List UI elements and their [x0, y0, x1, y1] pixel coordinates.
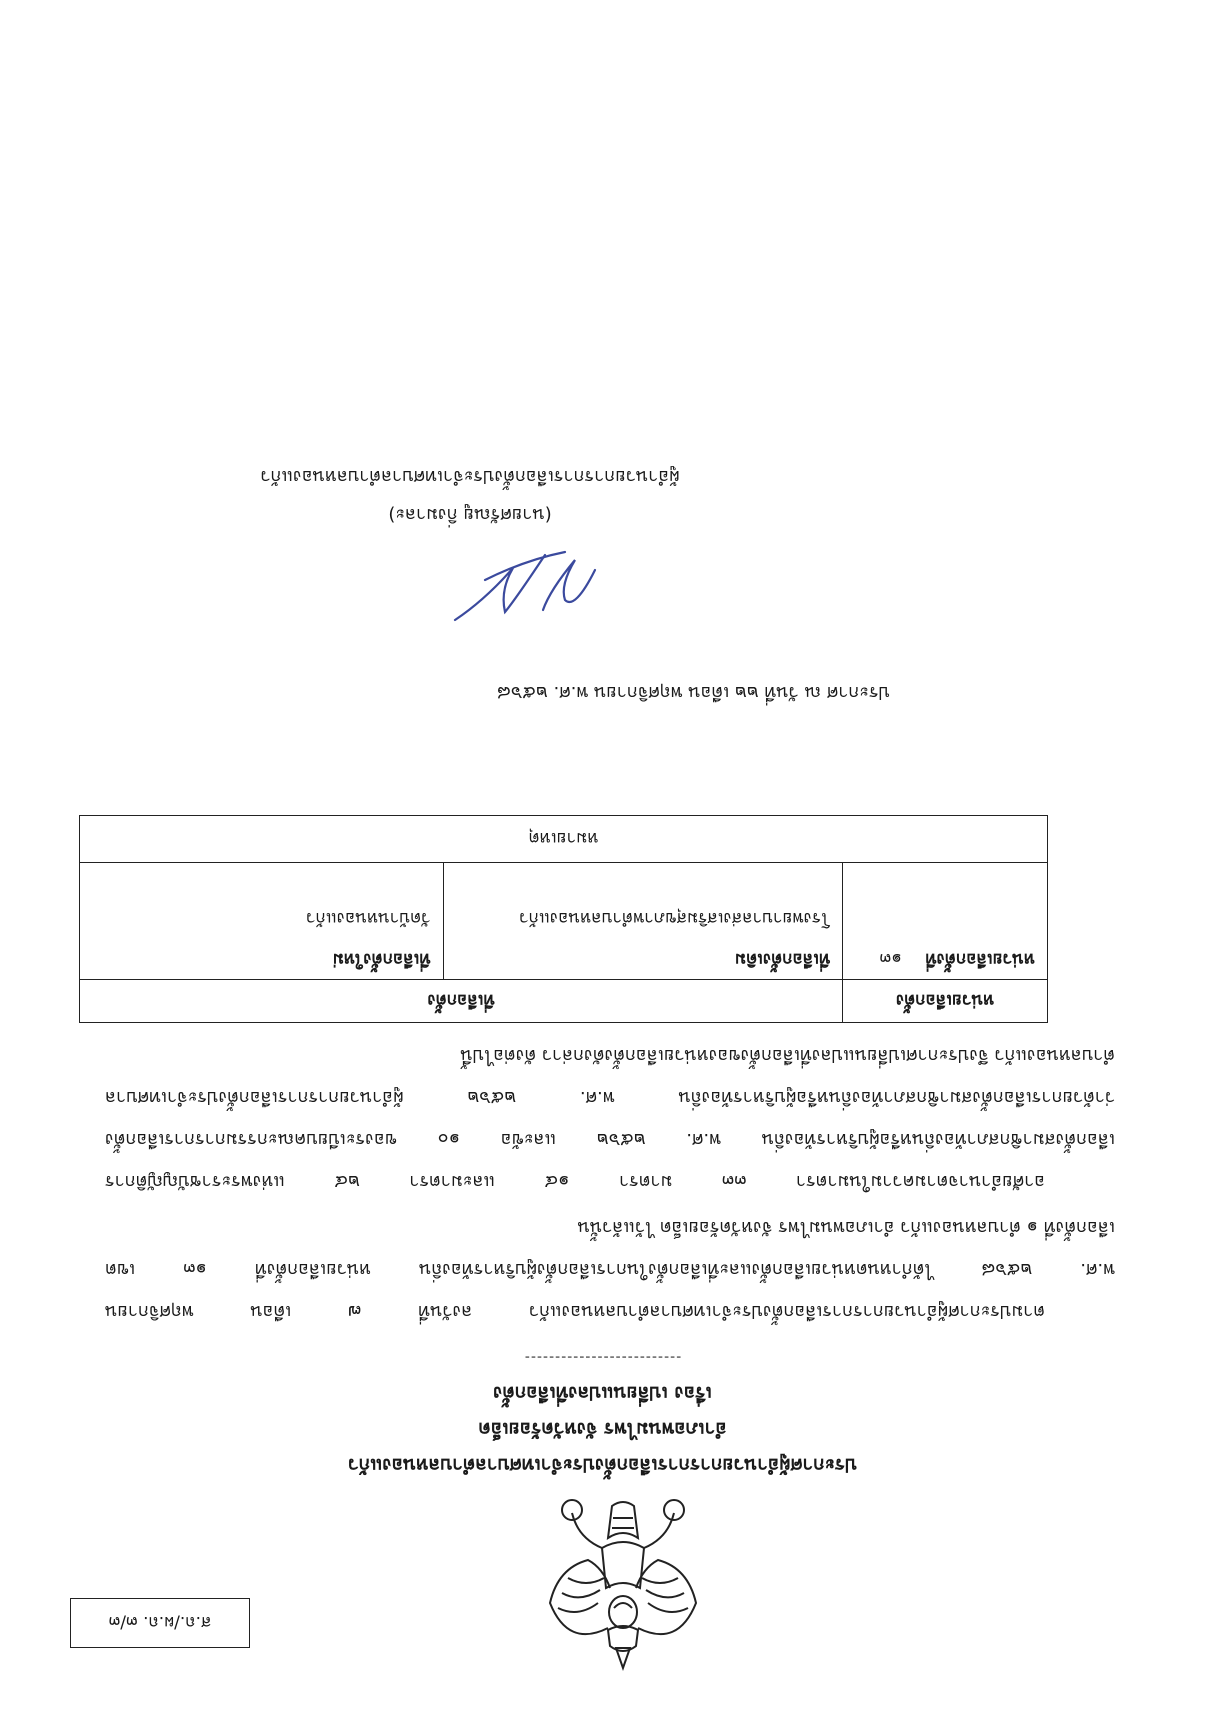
- signature-icon: [435, 540, 605, 630]
- paragraph-2-line: ตำบลหนองแก้ว จึงประกาศเปลี่ยนแปลงที่เลือกตั้งของหน่วยเลือกตั้งดังกล่าว ดังต่อไปนี้: [460, 1045, 1115, 1066]
- table-row: [80, 863, 1048, 980]
- unit-cell: [843, 863, 1048, 980]
- new-place-value: วัดบ้านหนองแก้ว: [305, 908, 431, 928]
- paragraph-1-line: เลือกตั้งที่ ๑ ตำบลหนองแก้ว อำเภอพนมไพร จังหวัดร้อยเอ็ด ไว้แล้วนั้น: [577, 1217, 1115, 1238]
- new-place-cell: [80, 863, 444, 980]
- new-place-label: ที่เลือกตั้งใหม่: [332, 949, 431, 969]
- paragraph-2-line: ว่าด้วยการเลือกตั้งสมาชิกสภาท้องถิ่นหรือผู้บริหารท้องถิ่น พ.ศ. ๒๕๖๒ ผู้อำนวยการการเลือกตั้งประจำเทศบาล: [105, 1087, 1115, 1108]
- table-header-row: [80, 980, 1048, 1023]
- polling-place-change-table: [79, 815, 1048, 1023]
- table-remark-row: [80, 816, 1048, 863]
- unit-label: หน่วยเลือกตั้งที่: [925, 949, 1035, 969]
- header-unit: หน่วยเลือกตั้ง: [843, 980, 1048, 1023]
- signer-position: ผู้อำนวยการการเลือกตั้งประจำเทศบาลตำบลหนองแก้ว: [260, 466, 680, 487]
- title-divider: --------------------------: [523, 1349, 682, 1365]
- old-place-value: โรงพยาบาลส่งเสริมสุขภาพตำบลหนองแก้ว: [519, 908, 831, 928]
- remark-cell: หมายเหตุ: [80, 816, 1048, 863]
- announcement-subject: เรื่อง เปลี่ยนแปลงที่เลือกตั้ง: [493, 1382, 712, 1404]
- announcement-title: ประกาศผู้อำนวยการการเลือกตั้งประจำเทศบาลตำบลหนองแก้ว: [347, 1454, 858, 1476]
- header-place: ที่เลือกตั้ง: [80, 980, 843, 1023]
- unit-number: ๑๓: [879, 949, 902, 969]
- form-code: ส.ถ./ผ.ถ. ๓/๓: [108, 1612, 212, 1633]
- signer-name: (นายศรัณยู กิ่งมาละ): [388, 504, 552, 525]
- paragraph-1-line: ตามประกาศผู้อำนวยการการเลือกตั้งประจำเทศบาลตำบลหนองแก้ว ลงวันที่ ๗ เดือน พฤศจิกายน: [105, 1301, 1045, 1322]
- old-place-cell: [443, 863, 843, 980]
- paragraph-1-line: พ.ศ. ๒๕๖๘ ได้กำหนดหน่วยเลือกตั้งและที่เลือกตั้งในการเลือกตั้งผู้บริหารท้องถิ่น หน่วยเลือกตั้งที่ ๑๓ เขต: [105, 1259, 1115, 1280]
- announcement-location: อำเภอพนมไพร จังหวัดร้อยเอ็ด: [478, 1418, 727, 1440]
- paragraph-2-line: อาศัยอำนาจตามความในมาตรา ๓๓ มาตรา ๑๔ และมาตรา ๒๔ แห่งพระราชบัญญัติการ: [105, 1171, 1045, 1192]
- paragraph-2-line: เลือกตั้งสมาชิกสภาท้องถิ่นหรือผู้บริหารท้องถิ่น พ.ศ. ๒๕๖๒ และข้อ ๑๐ ของระเบียบคณะกรรมการการเลือกตั้ง: [105, 1129, 1115, 1150]
- garuda-emblem-icon: [538, 1488, 708, 1678]
- announcement-date: ประกาศ ณ วันที่ ๒๒ เดือน พฤศจิกายน พ.ศ. ๒๕๖๘: [496, 682, 890, 703]
- form-code-box: [70, 1598, 250, 1648]
- old-place-label: ที่เลือกตั้งเดิม: [734, 949, 831, 969]
